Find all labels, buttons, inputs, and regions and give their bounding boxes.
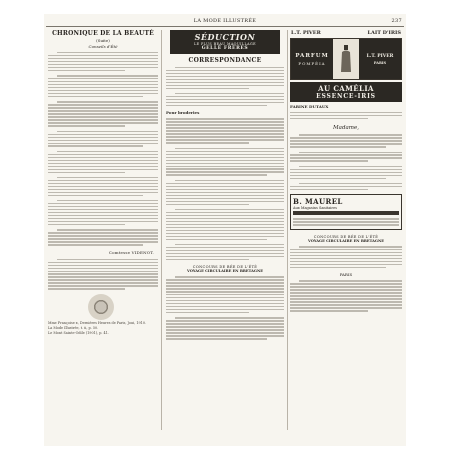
chronicle-signature: Comtesse VIDENOT. — [108, 249, 154, 255]
footnote: La Mode Illustrée, t. ii, p. 50. — [48, 325, 99, 330]
maurel-note: Aux Magasins Sanitaires — [293, 206, 337, 211]
seduction-tagline: LE PLUS BEAU MAQUILLAGE — [194, 42, 256, 46]
maurel-advertisement — [290, 194, 402, 230]
page-number: 237 — [391, 18, 402, 24]
section-caption: CONCOURS DE BÉE DE L'ÉTÉ — [192, 265, 258, 270]
camelia-subtitle: ESSENCE-IRIS — [316, 93, 376, 100]
footnote: Le Mont Sainte-Odile (1901), p. 41. — [48, 330, 109, 335]
magazine-page — [44, 14, 406, 446]
piver-header — [290, 30, 402, 36]
piver-right-city: PARIS — [373, 60, 387, 65]
section-heading: VOYAGE CIRCULAIRE EN BRETAGNE — [308, 239, 384, 244]
column-beauty-chronicle — [48, 30, 158, 336]
camelia-title: AU CAMÉLIA — [318, 84, 374, 93]
column-advertisements — [290, 30, 402, 316]
seduction-brand: SÉDUCTION — [194, 32, 256, 42]
section-caption: CONCOURS DE BÉE DE L'ÉTÉ — [313, 235, 379, 240]
column-correspondence — [166, 30, 284, 344]
paris-heading: PARIS — [339, 272, 353, 278]
farine-advertisement: FARINE DUTAUX — [290, 104, 329, 109]
decorative-seal — [88, 294, 114, 320]
madame-heading: Madame, — [333, 125, 359, 132]
chronicle-section: Conseils d'Été — [88, 44, 118, 49]
footnote: Mme Françoise x, Dernières Heures de Paris, Joui, 1910. — [48, 320, 147, 325]
piver-right-brand: L.T. PIVER — [366, 53, 394, 59]
voyage-text — [166, 276, 284, 339]
advertisement-text — [290, 112, 402, 119]
chronicle-title: CHRONIQUE DE LA BEAUTÉ — [52, 30, 154, 37]
voyage-text-continued — [290, 246, 402, 268]
correspondence-subheading: Pour broderies — [166, 110, 200, 116]
correspondence-text — [166, 67, 284, 106]
seduction-advertisement — [170, 30, 280, 54]
correspondence-title: CORRESPONDANCE — [188, 57, 262, 64]
piver-brand: L.T. PIVER — [291, 30, 321, 36]
column-divider — [287, 30, 288, 430]
chronicle-text — [48, 52, 158, 246]
seduction-slogan: GELLÉ FRÈRES — [201, 46, 249, 51]
piver-pompeia: POMPÉIA — [298, 60, 326, 66]
correspondence-answers — [166, 118, 284, 260]
section-heading: VOYAGE CIRCULAIRE EN BRETAGNE — [187, 269, 263, 274]
bottle-illustration — [333, 39, 359, 79]
piver-parfum: PARFUM — [295, 52, 329, 59]
piver-advertisement — [290, 38, 402, 80]
madame-text — [290, 134, 402, 190]
paris-text — [290, 280, 402, 311]
header-rule — [46, 26, 404, 27]
chronicle-notes — [48, 259, 158, 290]
magazine-title: LA MODE ILLUSTRÉE — [193, 18, 257, 24]
maurel-name: B. MAUREL — [293, 197, 343, 207]
camelia-advertisement — [290, 82, 402, 102]
chronicle-subtitle: (Suite) — [96, 38, 110, 43]
page-header — [44, 16, 406, 26]
column-divider — [161, 30, 162, 430]
piver-product: LAIT D'IRIS — [367, 30, 401, 36]
